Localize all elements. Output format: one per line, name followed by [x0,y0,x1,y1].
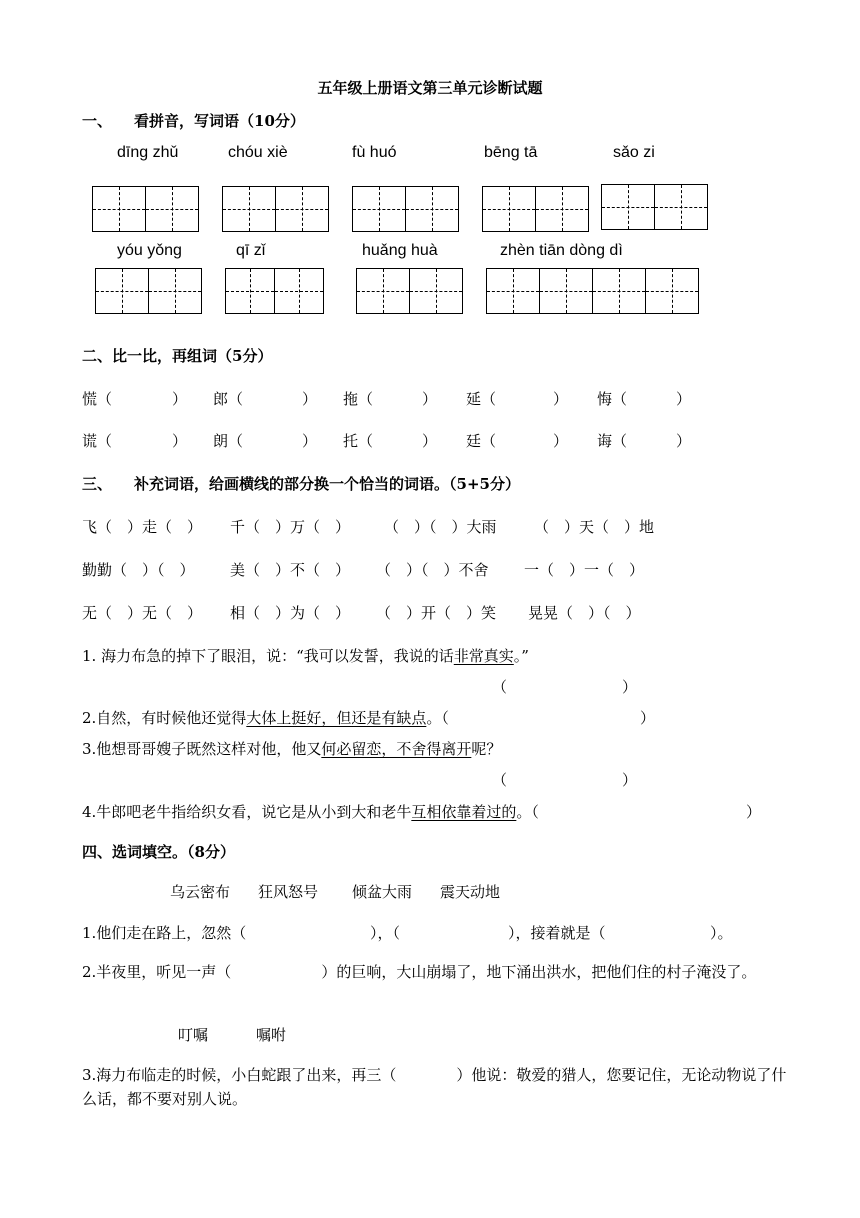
compare-item: 拖（ [343,390,374,408]
writing-grid-1[interactable] [92,186,199,232]
compare-item: 悔（ [597,390,628,408]
idiom-blank: 飞（ ）走（ ） [82,518,203,536]
question-4-1-a: 1.他们走在路上，忽然（ [82,924,247,942]
question-4-1-b: ），（ [370,924,401,942]
idiom-blank: 美（ ）不（ ） [230,561,351,579]
grid-cell[interactable] [405,186,459,232]
compare-close: ） [302,390,318,408]
pinyin-3: fù huó [352,144,397,161]
answer-paren-close: ） [622,678,638,696]
pinyin-7: qī zǐ [236,242,266,259]
idiom-blank: 晃晃（ ）（ ） [528,604,641,622]
compare-close: ） [172,390,188,408]
grid-cell[interactable] [535,186,589,232]
idiom-blank: （ ）开（ ）笑 [376,604,497,622]
grid-cell[interactable] [592,268,646,314]
idiom-blank: 相（ ）为（ ） [230,604,351,622]
grid-cell[interactable] [482,186,536,232]
grid-cell[interactable] [148,268,202,314]
writing-grid-2[interactable] [222,186,329,232]
grid-cell[interactable] [222,186,276,232]
answer-paren-open: （ [492,771,508,789]
compare-item: 诲（ [597,432,628,450]
question-4-3: 3.海力布临走的时候，小白蛇跟了出来，再三（ ）他说：敬爱的猎人，您要记住，无论动物说了什么话，都不要对别人说。 [82,1066,787,1108]
page-title: 五年级上册语文第三单元诊断试题 [317,79,543,97]
pinyin-6: yóu yǒng [117,242,182,259]
grid-cell[interactable] [274,268,324,314]
question-3-3: 3.他想哥哥嫂子既然这样对他，他又何必留恋，不舍得离开呢？ [82,740,502,758]
underlined-phrase: 大体上挺好，但还是有缺点 [246,709,427,727]
question-4-1-d: ）。 [710,924,733,942]
writing-grid-7[interactable] [225,268,324,314]
idiom-blank: （ ）（ ）不舍 [376,561,489,579]
writing-grid-3[interactable] [352,186,459,232]
question-4-1-c: ），接着就是（ [508,924,606,942]
grid-cell[interactable] [95,268,149,314]
section-4-heading: 四、选词填空。（8分） [82,843,235,861]
compare-close: ） [172,432,188,450]
word-choice: 倾盆大雨 [352,883,413,901]
grid-cell[interactable] [225,268,275,314]
idiom-blank: 千（ ）万（ ） [230,518,351,536]
writing-grid-6[interactable] [95,268,202,314]
compare-close: ） [676,390,692,408]
compare-item: 郎（ [213,390,244,408]
compare-item: 延（ [466,390,497,408]
compare-close: ） [553,390,569,408]
grid-cell[interactable] [539,268,593,314]
compare-close: ） [422,432,438,450]
question-3-4: 4.牛郎吧老牛指给织女看，说它是从小到大和老牛互相依靠着过的。（ [82,803,539,821]
grid-cell[interactable] [601,184,655,230]
answer-paren-close: ） [746,803,762,821]
section-2-heading: 二、比一比，再组词（5分） [82,347,273,365]
word-choice: 狂风怒号 [258,883,319,901]
section-3-heading: 补充词语，给画横线的部分换一个恰当的词语。（5+5分） [134,475,520,493]
writing-grid-8[interactable] [356,268,463,314]
grid-cell[interactable] [645,268,699,314]
compare-item: 朗（ [213,432,244,450]
word-choice: 叮嘱 [178,1026,209,1044]
word-choice: 震天动地 [440,883,501,901]
grid-cell[interactable] [92,186,146,232]
idiom-blank: （ ）（ ）大雨 [384,518,497,536]
section-3-number: 三、 [82,475,113,493]
section-1-heading: 看拼音，写词语（10分） [134,112,305,130]
answer-paren-close: ） [622,771,638,789]
writing-grid-9[interactable] [486,268,699,314]
question-4-2: 2.半夜里，听见一声（ ）的巨响，大山崩塌了，地下涌出洪水，把他们住的村子淹没了。 [82,963,757,981]
grid-cell[interactable] [275,186,329,232]
answer-paren-close: ） [640,709,656,727]
grid-cell[interactable] [654,184,708,230]
grid-cell[interactable] [486,268,540,314]
compare-item: 托（ [343,432,374,450]
compare-close: ） [422,390,438,408]
answer-paren-open: （ [492,678,508,696]
pinyin-4: bēng tā [484,144,538,161]
compare-item: 慌（ [82,390,113,408]
underlined-phrase: 非常真实 [453,647,514,665]
pinyin-2: chóu xiè [228,144,288,161]
writing-grid-4[interactable] [482,186,589,232]
writing-grid-5[interactable] [601,184,708,230]
compare-item: 谎（ [82,432,113,450]
idiom-blank: 勤勤（ ）（ ） [82,561,195,579]
underlined-phrase: 何必留恋，不舍得离开 [321,740,472,758]
pinyin-1: dīng zhǔ [117,144,179,161]
underlined-phrase: 互相依靠着过的 [411,803,517,821]
word-choice: 乌云密布 [170,883,231,901]
word-choice: 嘱咐 [256,1026,287,1044]
idiom-blank: （ ）天（ ）地 [534,518,655,536]
compare-item: 廷（ [466,432,497,450]
pinyin-5: sǎo zi [613,144,655,161]
compare-close: ） [302,432,318,450]
compare-close: ） [553,432,569,450]
section-1-number: 一、 [82,112,113,130]
grid-cell[interactable] [145,186,199,232]
grid-cell[interactable] [409,268,463,314]
grid-cell[interactable] [352,186,406,232]
grid-cell[interactable] [356,268,410,314]
compare-close: ） [676,432,692,450]
question-3-1: 1. 海力布急的掉下了眼泪，说：“我可以发誓，我说的话非常真实。” [82,647,529,665]
idiom-blank: 无（ ）无（ ） [82,604,203,622]
idiom-blank: 一（ ）一（ ） [524,561,645,579]
question-3-2: 2.自然，有时候他还觉得大体上挺好，但还是有缺点。（ [82,709,449,727]
pinyin-8: huǎng huà [362,242,438,259]
pinyin-9: zhèn tiān dòng dì [500,242,623,259]
